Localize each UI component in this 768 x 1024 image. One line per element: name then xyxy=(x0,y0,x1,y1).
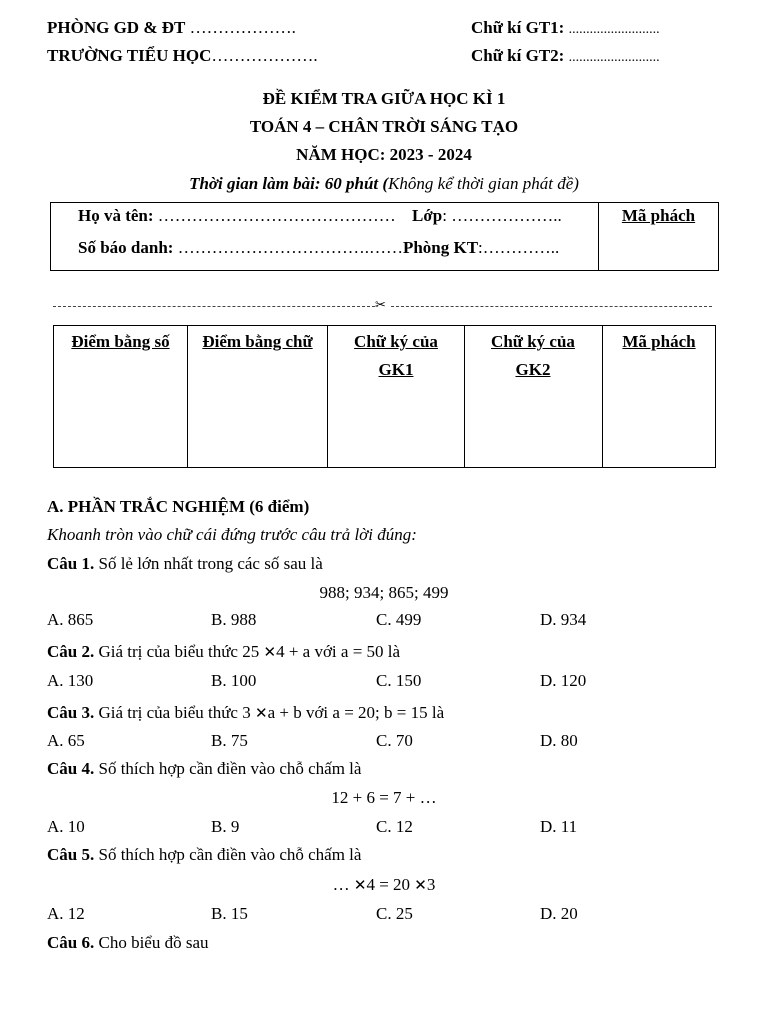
department-line xyxy=(47,19,296,36)
question-4-equation: 12 + 6 = 7 + … xyxy=(331,788,437,807)
question-5 xyxy=(47,846,361,863)
signature-gt1-line xyxy=(471,19,660,37)
question-label: Câu 1. xyxy=(47,554,95,573)
signature-gt2-label: Chữ kí GT2: xyxy=(471,46,565,65)
question-text: Số thích hợp cần điền vào chỗ chấm là xyxy=(98,845,362,864)
score-number-header: Điểm bằng số xyxy=(71,332,170,351)
answer-option[interactable]: D. 11 xyxy=(540,817,578,836)
scissors-icon: ✂ xyxy=(375,298,386,313)
answer-option[interactable]: A. 865 xyxy=(47,610,94,629)
question-6 xyxy=(47,934,209,951)
grader2-signature-header: Chữ ký của GK2 xyxy=(491,332,575,379)
answer-option[interactable]: C. 25 xyxy=(376,904,413,923)
section-a-instruction: Khoanh tròn vào chữ cái đứng trước câu trả lời đúng: xyxy=(47,525,417,544)
class-label: Lớp xyxy=(412,206,443,225)
answer-option[interactable]: C. 12 xyxy=(376,817,413,836)
question-text: Số thích hợp cần điền vào chỗ chấm là xyxy=(98,759,362,778)
school-line xyxy=(47,47,318,64)
answer-option[interactable]: B. 988 xyxy=(211,610,257,629)
school-dots: ………………. xyxy=(211,46,318,65)
department-label: PHÒNG GD & ĐT xyxy=(47,18,186,37)
score-table-divider xyxy=(464,325,465,468)
room-label: Phòng KT xyxy=(402,238,479,257)
signature-gt2-line xyxy=(471,47,660,65)
answer-option[interactable]: A. 130 xyxy=(47,671,94,690)
signature-gt2-dots: .......................... xyxy=(568,50,660,65)
time-limit: Thời gian làm bài: 60 phút ( xyxy=(189,174,389,193)
signature-gt1-dots: .......................... xyxy=(568,22,660,37)
multiply-icon: ✕ xyxy=(353,876,367,894)
question-text: a + b với a = 20; b = 15 là xyxy=(267,703,445,722)
equation-text: 4 = 20 xyxy=(366,875,411,894)
question-text: Giá trị của biểu thức 3 xyxy=(98,703,251,722)
exam-subject: TOÁN 4 – CHÂN TRỜI SÁNG TẠO xyxy=(249,117,519,136)
question-text: Giá trị của biểu thức 25 xyxy=(98,642,260,661)
candidate-number-line xyxy=(78,239,559,256)
answer-option[interactable]: D. 20 xyxy=(540,904,578,923)
department-dots: ………………. xyxy=(189,18,296,37)
section-a-title: A. PHẦN TRẮC NGHIỆM (6 điểm) xyxy=(47,497,310,516)
signature-gt1-label: Chữ kí GT1: xyxy=(471,18,565,37)
answer-option[interactable]: C. 70 xyxy=(376,731,413,750)
question-1 xyxy=(47,555,323,572)
grader1-signature-header: Chữ ký của GK1 xyxy=(354,332,438,379)
equation-text: 3 xyxy=(426,875,436,894)
blank-placeholder: … xyxy=(332,875,350,894)
secret-code-label: Mã phách xyxy=(621,206,696,225)
name-line xyxy=(78,207,396,224)
question-3 xyxy=(47,704,444,721)
room-dots: :………….. xyxy=(478,238,560,257)
answer-option[interactable]: B. 9 xyxy=(211,817,240,836)
multiply-icon: ✕ xyxy=(414,876,427,894)
question-4 xyxy=(47,760,361,777)
score-words-header: Điểm bằng chữ xyxy=(202,332,313,351)
candidate-number-label: Số báo danh: xyxy=(78,238,174,257)
multiply-icon: ✕ xyxy=(263,643,277,661)
question-text: 4 + a với a = 50 là xyxy=(276,642,401,661)
time-note: Không kể thời gian phát đề) xyxy=(388,174,579,193)
answer-option[interactable]: D. 934 xyxy=(540,610,587,629)
question-label: Câu 4. xyxy=(47,759,95,778)
name-dots: …………………………………… xyxy=(157,206,396,225)
answer-option[interactable]: D. 80 xyxy=(540,731,578,750)
cut-line-right xyxy=(391,306,712,307)
name-label: Họ và tên: xyxy=(78,206,154,225)
question-label: Câu 5. xyxy=(47,845,95,864)
question-5-equation xyxy=(0,876,768,893)
answer-option[interactable]: C. 150 xyxy=(376,671,422,690)
answer-option[interactable]: A. 65 xyxy=(47,731,85,750)
question-label: Câu 6. xyxy=(47,933,95,952)
answer-option[interactable]: B. 75 xyxy=(211,731,248,750)
school-label: TRƯỜNG TIỂU HỌC xyxy=(47,46,212,65)
answer-option[interactable]: B. 15 xyxy=(211,904,248,923)
multiply-icon: ✕ xyxy=(254,704,268,722)
exam-title: ĐỀ KIỂM TRA GIỮA HỌC KÌ 1 xyxy=(262,89,506,108)
question-label: Câu 2. xyxy=(47,642,95,661)
answer-option[interactable]: D. 120 xyxy=(540,671,587,690)
cut-line-left xyxy=(53,306,375,307)
question-1-numbers: 988; 934; 865; 499 xyxy=(319,583,449,602)
question-label: Câu 3. xyxy=(47,703,95,722)
question-2 xyxy=(47,643,400,660)
question-text: Cho biểu đồ sau xyxy=(98,933,209,952)
question-text: Số lẻ lớn nhất trong các số sau là xyxy=(98,554,323,573)
class-line xyxy=(412,207,562,224)
class-dots: : ……………….. xyxy=(442,206,562,225)
school-year: NĂM HỌC: 2023 - 2024 xyxy=(296,145,472,164)
answer-option[interactable]: C. 499 xyxy=(376,610,422,629)
secret-code-header: Mã phách xyxy=(622,332,696,351)
time-line xyxy=(0,175,768,192)
answer-option[interactable]: A. 10 xyxy=(47,817,85,836)
answer-option[interactable]: A. 12 xyxy=(47,904,85,923)
answer-option[interactable]: B. 100 xyxy=(211,671,257,690)
score-table-divider xyxy=(327,325,328,468)
candidate-number-dots: …………………………….…… xyxy=(177,238,403,257)
